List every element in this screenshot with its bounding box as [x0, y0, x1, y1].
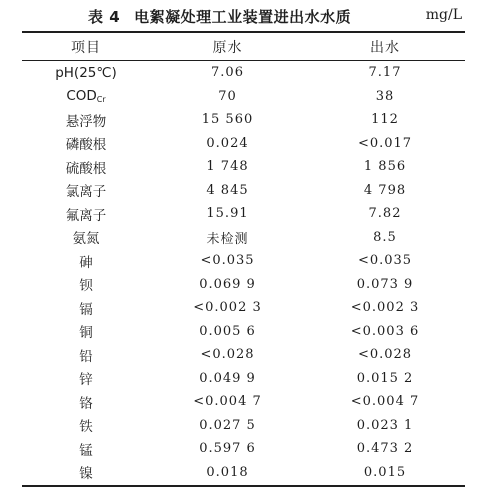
table-row: [22, 390, 465, 414]
raw-water-value: 0.597 6: [199, 441, 256, 457]
water-quality-table: [22, 34, 465, 484]
item-name: [22, 461, 150, 485]
item-name-text: 镉: [79, 301, 93, 318]
effluent-value: <0.004 7: [350, 394, 420, 410]
raw-water-value: 0.018: [206, 464, 249, 480]
raw-water-value: 7.06: [211, 65, 244, 81]
item-name: [22, 273, 150, 297]
table-row: [22, 59, 465, 85]
raw-water-value: <0.035: [200, 253, 255, 269]
item-name-text: 悬浮物: [65, 113, 107, 130]
raw-water-value: <0.004 7: [193, 394, 262, 410]
item-name: [22, 390, 150, 414]
item-name: [22, 132, 150, 156]
raw-water-value: 15.91: [206, 206, 249, 222]
item-name-text: 锌: [79, 372, 93, 389]
item-name-text: 镍: [79, 466, 93, 483]
caption-unit: mg/L: [425, 7, 462, 23]
effluent-value: 1 856: [363, 159, 407, 175]
table-row: [22, 179, 465, 203]
table-row: [22, 132, 465, 156]
header-effluent: 出水: [370, 39, 400, 56]
raw-water-value: 0.049 9: [199, 370, 256, 386]
item-name: [22, 414, 150, 438]
table-body: [22, 59, 465, 484]
item-name: [22, 108, 150, 132]
item-name-text: 铅: [79, 348, 93, 365]
effluent-value: 0.015: [363, 464, 407, 480]
item-name-text: 铁: [79, 419, 93, 436]
item-name-text: 砷: [79, 254, 93, 271]
header-item: 项目: [71, 39, 101, 56]
item-name-subscript: Cr: [96, 95, 106, 105]
effluent-value: 8.5: [373, 229, 397, 245]
item-name-text: 钡: [79, 278, 93, 295]
item-name-text: 铜: [79, 325, 93, 342]
item-name-text: pH(25℃): [55, 64, 117, 81]
raw-water-value: <0.002 3: [193, 300, 262, 316]
item-name: [22, 367, 150, 391]
item-name: [22, 202, 150, 226]
raw-water-value: 0.069 9: [199, 276, 256, 292]
effluent-value: <0.028: [357, 347, 413, 363]
table-row: [22, 155, 465, 179]
table-row: [22, 108, 465, 132]
item-name: [22, 437, 150, 461]
table-row: [22, 367, 465, 391]
item-name: [22, 59, 150, 85]
effluent-value: 7.17: [368, 65, 402, 81]
table-row: [22, 296, 465, 320]
effluent-value: <0.035: [357, 253, 413, 269]
caption-title: [88, 6, 351, 27]
effluent-value: 38: [375, 88, 395, 104]
raw-water-value: 15 560: [201, 112, 254, 128]
item-name: [22, 343, 150, 367]
effluent-value: 0.023 1: [356, 417, 414, 433]
raw-water-value: 0.024: [206, 135, 249, 151]
caption-text: 电絮凝处理工业装置进出水水质: [134, 8, 352, 26]
item-name: [22, 85, 150, 109]
table-row: [22, 202, 465, 226]
effluent-value: 0.015 2: [356, 370, 414, 386]
item-name-text: 铬: [79, 395, 93, 412]
table-row: [22, 320, 465, 344]
item-name-text: 氯离子: [65, 184, 107, 201]
effluent-value: 4 798: [363, 182, 407, 198]
top-rule: [22, 31, 465, 33]
item-name: [22, 226, 150, 250]
raw-water-value: <0.028: [200, 347, 255, 363]
table-row: [22, 414, 465, 438]
raw-water-value: 4 845: [206, 182, 249, 198]
header-raw-water: 原水: [212, 39, 243, 56]
raw-water-value: 0.027 5: [199, 417, 256, 433]
table-row: [22, 85, 465, 109]
item-name-text: 锰: [79, 442, 93, 459]
table-row: [22, 343, 465, 367]
table-row: [22, 273, 465, 297]
effluent-value: <0.003 6: [350, 323, 420, 339]
effluent-value: 7.82: [368, 206, 402, 222]
item-name: [22, 320, 150, 344]
caption-label: 表 4: [88, 8, 121, 26]
table-row: [22, 437, 465, 461]
effluent-value: <0.017: [357, 135, 413, 151]
raw-water-value: 70: [218, 88, 237, 104]
header-row: [22, 34, 465, 59]
table-caption: [0, 6, 488, 28]
item-name: [22, 296, 150, 320]
item-name-text: 氨氮: [72, 231, 100, 248]
table-row: [22, 461, 465, 485]
raw-water-value: 0.005 6: [199, 323, 256, 339]
item-name-text: 氟离子: [65, 207, 107, 224]
item-name-text: 磷酸根: [65, 137, 107, 154]
effluent-value: <0.002 3: [350, 300, 420, 316]
effluent-value: 0.473 2: [356, 441, 414, 457]
table-row: [22, 249, 465, 273]
item-name: [22, 179, 150, 203]
raw-water-value: 未检测: [206, 231, 249, 247]
table-row: [22, 226, 465, 250]
item-name-text: COD: [66, 88, 97, 105]
item-name: [22, 155, 150, 179]
raw-water-value: 1 748: [206, 159, 249, 175]
effluent-value: 112: [371, 112, 399, 128]
item-name: [22, 249, 150, 273]
bottom-rule: [22, 485, 465, 487]
effluent-value: 0.073 9: [356, 276, 414, 292]
item-name-text: 硫酸根: [65, 160, 107, 177]
